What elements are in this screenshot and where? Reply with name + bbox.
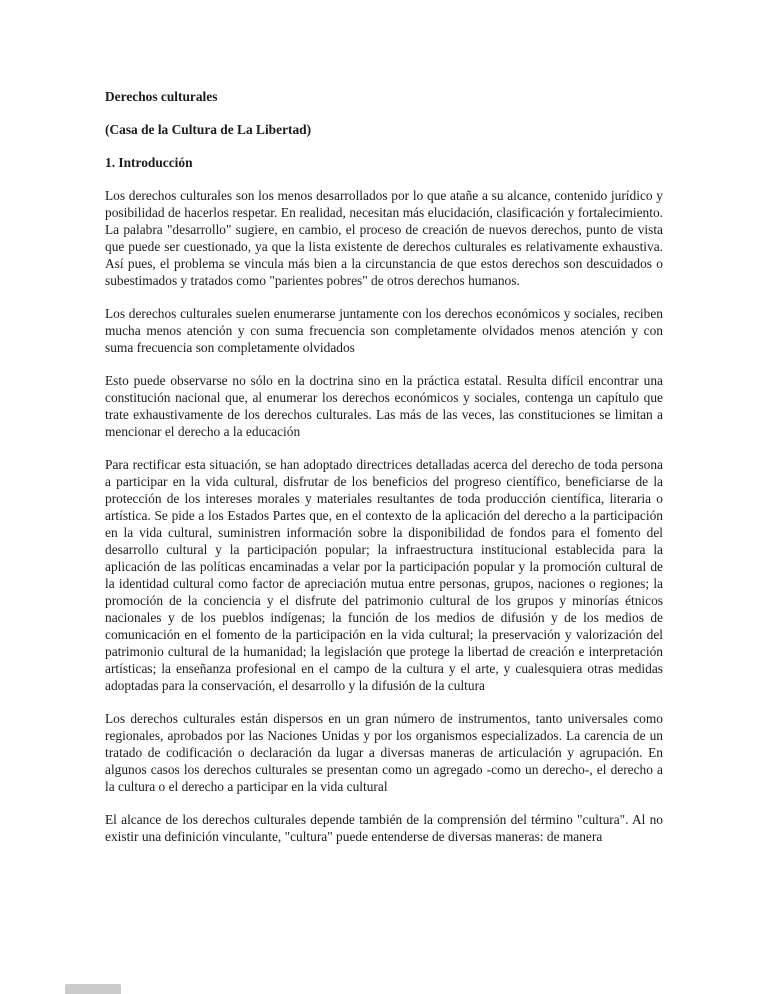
document-content [105, 88, 663, 861]
page-footer-artifact [65, 984, 121, 994]
paragraph-3: Esto puede observarse no sólo en la doctrina sino en la práctica estatal. Resulta difícil encontrar una constitución nacional que, al enumerar los derechos económicos y sociales, contenga un capítulo que trate exhaustivamente de los derechos culturales. Las más de las veces, las constituciones se limitan a mencionar el derecho a la educación [105, 373, 663, 439]
document-subtitle: (Casa de la Cultura de La Libertad) [105, 122, 312, 137]
paragraph-1: Los derechos culturales son los menos desarrollados por lo que atañe a su alcance, contenido jurídico y posibilidad de hacerlos respetar. En realidad, necesitan más elucidación, clasificación y fortalecimiento. La palabra "desarrollo" sugiere, en cambio, el proceso de creación de nuevos derechos, punto de vista que puede ser cuestionado, ya que la lista existente de derechos culturales es relativamente exhaustiva. Así pues, el problema se vincula más bien a la circunstancia de que estos derechos son descuidados o subestimados y tratados como "parientes pobres" de otros derechos humanos. [105, 188, 663, 288]
paragraph-5: Los derechos culturales están dispersos en un gran número de instrumentos, tanto universales como regionales, aprobados por las Naciones Unidas y por los organismos especializados. La carencia de un tratado de codificación o declaración da lugar a diversas maneras de articulación y agrupación. En algunos casos los derechos culturales se presentan como un agregado -como un derecho-, el derecho a la cultura o el derecho a participar en la vida cultural [105, 711, 663, 794]
section-heading: 1. Introducción [105, 155, 193, 170]
paragraph-2: Los derechos culturales suelen enumerarse juntamente con los derechos económicos y sociales, reciben mucha menos atención y con suma frecuencia son completamente olvidados menos atención y con suma frecuencia son completamente olvidados [105, 306, 663, 355]
paragraph-6: El alcance de los derechos culturales depende también de la comprensión del término "cultura". Al no existir una definición vinculante, "cultura" puede entenderse de diversas maneras: de manera [105, 812, 663, 844]
document-title: Derechos culturales [105, 89, 218, 104]
paragraph-4: Para rectificar esta situación, se han adoptado directrices detalladas acerca del derecho de toda persona a participar en la vida cultural, disfrutar de los beneficios del progreso científico, beneficiarse de la protección de los intereses morales y materiales resultantes de toda producción científica, literaria o artística. Se pide a los Estados Partes que, en el contexto de la aplicación del derecho a la participación en la vida cultural, suministren información sobre la disponibilidad de fondos para el fomento del desarrollo cultural y la participación popular; la infraestructura institucional establecida para la aplicación de las políticas encaminadas a velar por la participación popular y la promoción cultural de la identidad cultural como factor de apreciación mutua entre personas, grupos, naciones o regiones; la promoción de la conciencia y el disfrute del patrimonio cultural de los grupos y minorías étnicos nacionales y de los pueblos indígenas; la función de los medios de difusión y de los medios de comunicación en el fomento de la participación en la vida cultural; la preservación y valorización del patrimonio cultural de la humanidad; la legislación que protege la libertad de creación e interpretación artísticas; la enseñanza profesional en el campo de la cultura y el arte, y cualesquiera otras medidas adoptadas para la conservación, el desarrollo y la difusión de la cultura [105, 457, 663, 693]
